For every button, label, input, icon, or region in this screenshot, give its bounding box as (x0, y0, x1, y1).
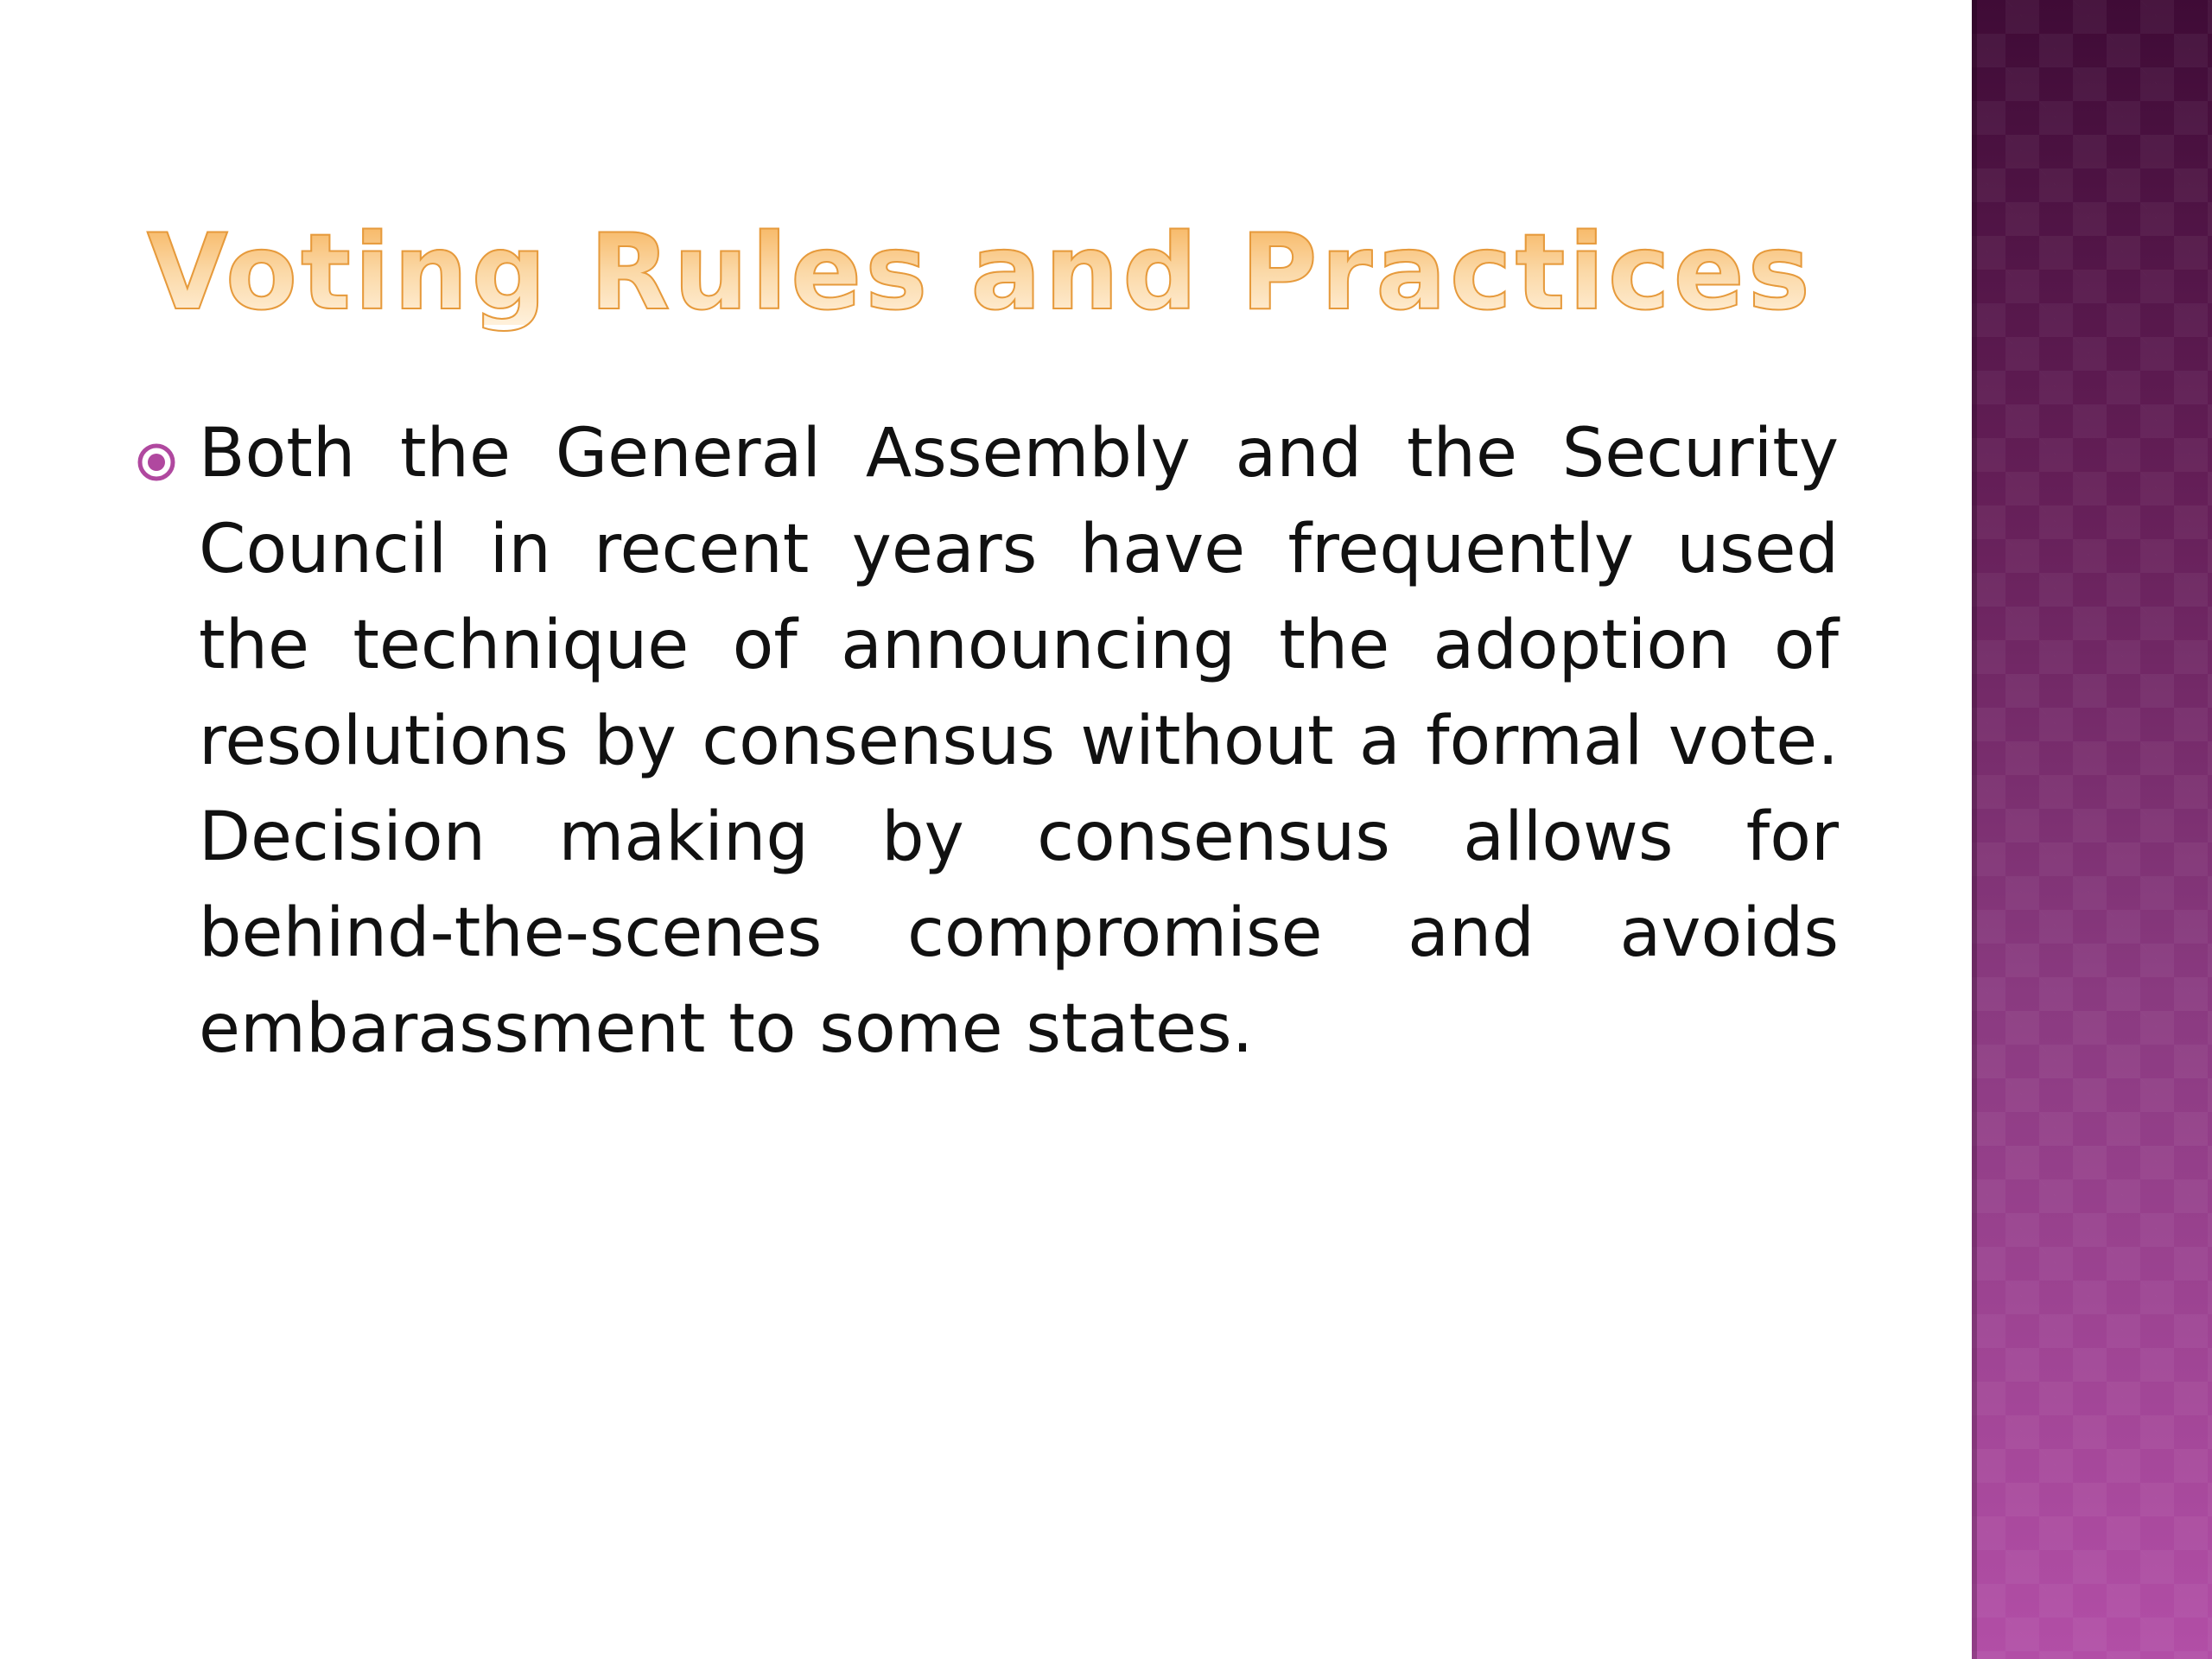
bullet-text: Both the General Assembly and the Security Council in recent years have frequently used the technique of announcing the adoption of resolutions by consensus without a formal vote. Decision making by consensus allows for behind-the-scenes compromise and avoids embarassment to some states. (199, 415, 1839, 1068)
target-bullet-icon (135, 441, 178, 484)
side-bar-edge (1972, 0, 1977, 1659)
slide-body (135, 406, 1839, 1077)
decorative-side-bar (1972, 0, 2212, 1659)
diamond-pattern (1972, 0, 2212, 1659)
slide-title: Voting Rules and Practices (147, 220, 1875, 325)
bullet-item (135, 406, 1839, 1077)
